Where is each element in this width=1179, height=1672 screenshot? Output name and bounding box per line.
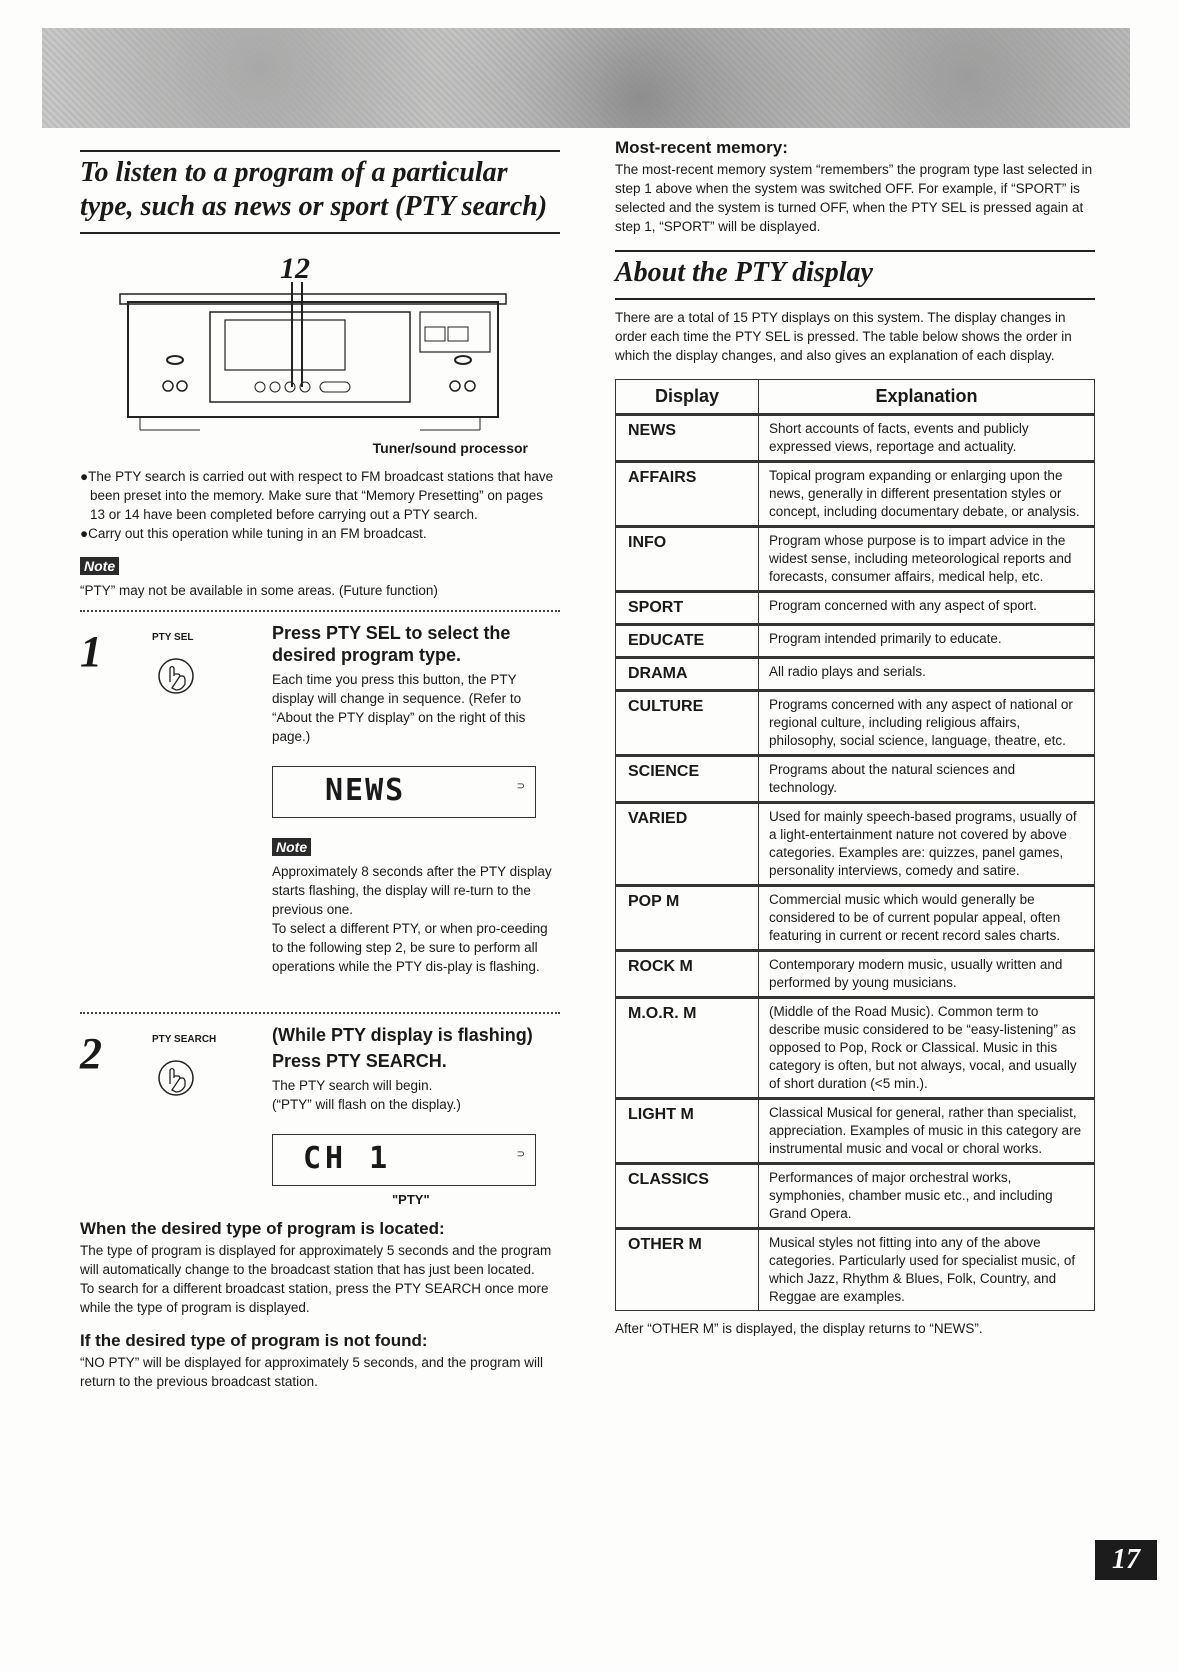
table-row bbox=[616, 691, 1095, 756]
table-row bbox=[616, 592, 1095, 625]
explanation-cell: Performances of major orchestral works, symphonies, chamber music etc., and including Grand Opera. bbox=[759, 1164, 1095, 1229]
table-row bbox=[616, 756, 1095, 803]
found-heading: When the desired type of program is located: bbox=[80, 1219, 445, 1238]
lcd-indicator-icon: ⊃ bbox=[516, 781, 525, 792]
table-footer: After “OTHER M” is displayed, the display returns to “NEWS”. bbox=[615, 1321, 983, 1336]
table-row bbox=[616, 462, 1095, 527]
column-header-explanation: Explanation bbox=[759, 380, 1095, 415]
display-cell: SPORT bbox=[616, 592, 759, 625]
divider bbox=[80, 1012, 560, 1014]
display-cell: POP M bbox=[616, 886, 759, 951]
lcd-caption: "PTY" bbox=[392, 1192, 430, 1207]
memory-text: The most-recent memory system “remembers” the program type last selected in step 1 above when the system was switched OFF. For example, if “SPORT” is selected and the system is turned OFF, when the PTY SEL is pressed again at step 1, “SPORT” will be displayed. bbox=[615, 162, 1093, 234]
display-cell: NEWS bbox=[616, 415, 759, 462]
explanation-cell: Short accounts of facts, events and publicly expressed views, reportage and actuality. bbox=[759, 415, 1095, 462]
step-2-title-a: (While PTY display is flashing) bbox=[272, 1025, 533, 1045]
table-row bbox=[616, 951, 1095, 998]
lcd-text: CH 1 bbox=[303, 1141, 392, 1176]
table-row bbox=[616, 415, 1095, 462]
pty-sel-label: PTY SEL bbox=[152, 632, 194, 643]
section-title-pty-display: About the PTY display bbox=[615, 250, 1095, 300]
section-title-pty-search: To listen to a program of a particular type, such as news or sport (PTY search) bbox=[80, 150, 560, 234]
display-cell: AFFAIRS bbox=[616, 462, 759, 527]
lcd-text: NEWS bbox=[325, 773, 406, 808]
page-number: 17 bbox=[1095, 1540, 1157, 1580]
step-2-text: The PTY search will begin. (“PTY” will flash on the display.) bbox=[272, 1078, 461, 1112]
explanation-cell: Program intended primarily to educate. bbox=[759, 625, 1095, 658]
press-hand-icon bbox=[152, 652, 200, 700]
column-header-display: Display bbox=[616, 380, 759, 415]
explanation-cell: Program concerned with any aspect of sport. bbox=[759, 592, 1095, 625]
memory-heading: Most-recent memory: bbox=[615, 138, 788, 157]
step-2 bbox=[80, 1024, 560, 1219]
display-cell: M.O.R. M bbox=[616, 998, 759, 1099]
divider bbox=[80, 610, 560, 612]
lcd-indicator-icon: ⊃ bbox=[516, 1149, 525, 1160]
bullet-fm-tuning: ●Carry out this operation while tuning in an FM broadcast. bbox=[80, 526, 427, 541]
explanation-cell: Commercial music which would generally be considered to be of current popular appeal, often featuring in current or recent record sales charts. bbox=[759, 886, 1095, 951]
explanation-cell: All radio plays and serials. bbox=[759, 658, 1095, 691]
explanation-cell: Classical Musical for general, rather than specialist, appreciation. Examples of music in this category are instrumental music and vocal or choral works. bbox=[759, 1099, 1095, 1164]
display-cell: ROCK M bbox=[616, 951, 759, 998]
right-column bbox=[615, 138, 1095, 1338]
display-cell: CULTURE bbox=[616, 691, 759, 756]
display-cell: DRAMA bbox=[616, 658, 759, 691]
display-cell: SCIENCE bbox=[616, 756, 759, 803]
step-1 bbox=[80, 622, 560, 1002]
step-2-title-b: Press PTY SEARCH. bbox=[272, 1051, 447, 1071]
table-row bbox=[616, 886, 1095, 951]
note-availability: “PTY” may not be available in some areas. (Future function) bbox=[80, 583, 438, 598]
table-row bbox=[616, 803, 1095, 886]
lcd-display-ch1 bbox=[272, 1134, 536, 1186]
display-cell: INFO bbox=[616, 527, 759, 592]
table-row bbox=[616, 658, 1095, 691]
step-number: 1 bbox=[80, 627, 102, 676]
table-row bbox=[616, 1164, 1095, 1229]
display-intro: There are a total of 15 PTY displays on this system. The display changes in order each time the PTY SEL is pressed. The table below shows the order in which the display changes, and also gives an explanation of each display. bbox=[615, 310, 1072, 363]
notfound-text: “NO PTY” will be displayed for approximately 5 seconds, and the program will return to the previous broadcast station. bbox=[80, 1355, 543, 1389]
note-badge: Note bbox=[80, 557, 119, 575]
step-number: 2 bbox=[80, 1029, 102, 1078]
pty-search-label: PTY SEARCH bbox=[152, 1034, 217, 1045]
display-cell: CLASSICS bbox=[616, 1164, 759, 1229]
table-body bbox=[616, 415, 1095, 1311]
step-1-note: Approximately 8 seconds after the PTY display starts flashing, the display will re-turn to the previous one. To select a different PTY, or when pro-ceeding to the following step 2, be sure to perform all operations while the PTY dis-play is flashing. bbox=[272, 864, 552, 974]
note-badge: Note bbox=[272, 838, 311, 856]
explanation-cell: Programs about the natural sciences and technology. bbox=[759, 756, 1095, 803]
display-cell: EDUCATE bbox=[616, 625, 759, 658]
device-illustration bbox=[80, 252, 560, 467]
explanation-cell: (Middle of the Road Music). Common term to describe music considered to be “easy-listening” as opposed to Pop, Rock or Classical. Music in this category is often, but not always, vocal, and usually of short duration (<5 min.). bbox=[759, 998, 1095, 1099]
notfound-heading: If the desired type of program is not found: bbox=[80, 1331, 428, 1350]
display-cell: LIGHT M bbox=[616, 1099, 759, 1164]
step-1-title: Press PTY SEL to select the desired program type. bbox=[272, 623, 511, 665]
explanation-cell: Used for mainly speech-based programs, usually of a light-entertainment nature not covered by above categories. Examples are: quizzes, panel games, personality interviews, comedy and satire. bbox=[759, 803, 1095, 886]
explanation-cell: Contemporary modern music, usually written and performed by young musicians. bbox=[759, 951, 1095, 998]
table-row bbox=[616, 998, 1095, 1099]
press-hand-icon bbox=[152, 1054, 200, 1102]
step-1-text: Each time you press this button, the PTY display will change in sequence. (Refer to “About the PTY display” on the right of this page.) bbox=[272, 672, 526, 744]
table-row bbox=[616, 527, 1095, 592]
display-cell: VARIED bbox=[616, 803, 759, 886]
explanation-cell: Programs concerned with any aspect of national or regional culture, including religious affairs, philosophy, social science, language, theatre, etc. bbox=[759, 691, 1095, 756]
table-row bbox=[616, 625, 1095, 658]
explanation-cell: Program whose purpose is to impart advice in the widest sense, including meteorological reports and forecasts, consumer affairs, medical help, etc. bbox=[759, 527, 1095, 592]
callout-numbers: 12 bbox=[280, 252, 310, 285]
table-header-row bbox=[616, 380, 1095, 415]
device-caption: Tuner/sound processor bbox=[372, 440, 528, 456]
display-cell: OTHER M bbox=[616, 1229, 759, 1311]
table-row bbox=[616, 1099, 1095, 1164]
explanation-cell: Musical styles not fitting into any of the above categories. Particularly used for specialist music, of which Jazz, Rhythm & Blues, Folk, Country, and Reggae are examples. bbox=[759, 1229, 1095, 1311]
header-banner-image bbox=[42, 28, 1130, 128]
bullet-preset-info: ●The PTY search is carried out with respect to FM broadcast stations that have been preset into the memory. Make sure that “Memory Presetting” on pages 13 or 14 have been completed before carrying out a PTY search. bbox=[80, 469, 554, 522]
lcd-display-news bbox=[272, 766, 536, 818]
pty-display-table bbox=[615, 379, 1095, 1311]
explanation-cell: Topical program expanding or enlarging upon the news, generally in different presentation styles or concept, including documentary debate, or analysis. bbox=[759, 462, 1095, 527]
table-row bbox=[616, 1229, 1095, 1311]
found-text: The type of program is displayed for approximately 5 seconds and the program will automatically change to the broadcast station that has just been located. To search for a different broadcast station, press the PTY SEARCH once more while the type of program is displayed. bbox=[80, 1243, 552, 1315]
left-column bbox=[80, 150, 560, 1391]
